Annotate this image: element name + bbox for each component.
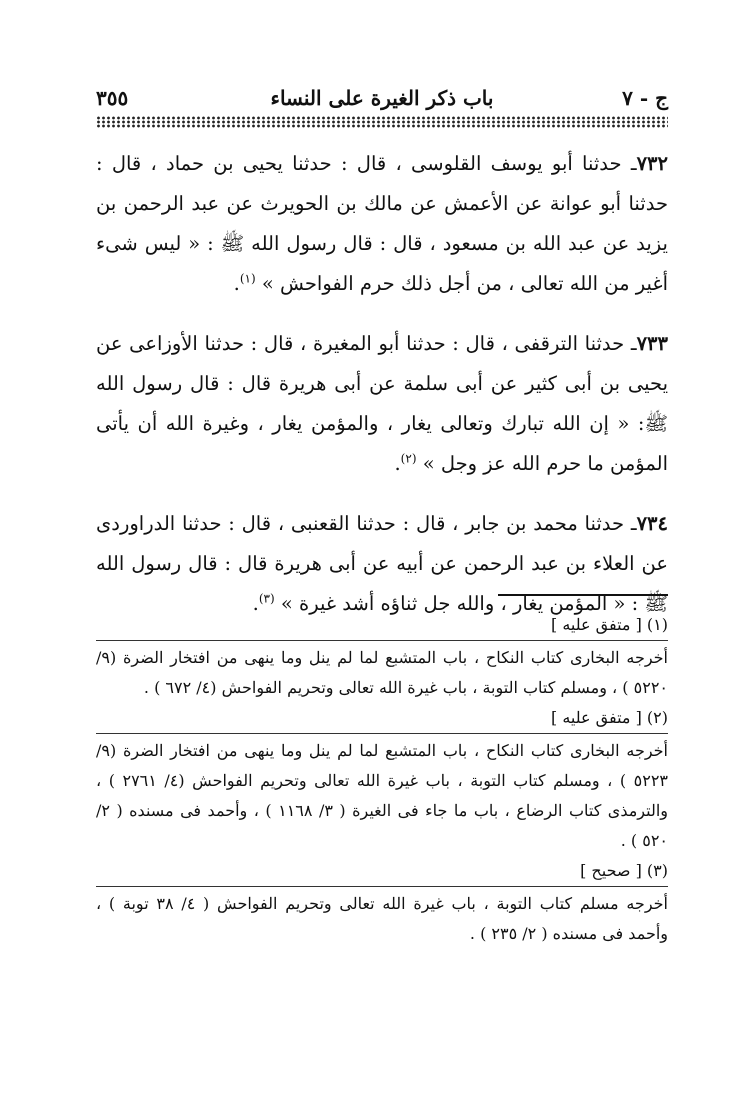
running-header [96,86,668,112]
header-ornament-divider [96,116,668,128]
hadith-number: ٧٣٢ [636,152,668,175]
volume-label: ج - ٧ [622,86,668,110]
footnote-text: أخرجه مسلم كتاب التوبة ، باب غيرة الله تعالى وتحريم الفواحش ( ٤/ ٣٨ توبة ) ، وأحمد فى مسنده ( ٢/ ٢٣٥ ) . [96,886,668,949]
hadith-paragraph: ٧٣٤ـ حدثنا محمد بن جابر ، قال : حدثنا القعنبى ، قال : حدثنا الدراوردى عن العلاء بن عبد الرحمن عن أبيه عن أبى هريرة قال : قال رسول الله ﷺ : « المؤمن يغار ، والله جل ثناؤه أشد غيرة » $^{(٣)}$. [96,512,668,615]
footnote-text: أخرجه البخارى كتاب النكاح ، باب المتشبع لما لم ينل وما ينهى من افتخار الضرة (٩/ ٥٢٢٠ ) ، ومسلم كتاب التوبة ، باب غيرة الله تعالى وتحريم الفواحش (٤/ ٦٧٢ ) . [96,640,668,703]
footnote-ref: (١) [239,271,256,286]
footnote-ref: (٢) [400,451,417,466]
main-text [96,144,668,644]
page-number: ٣٥٥ [96,86,129,110]
hadith-text: ـ حدثنا أبو يوسف القلوسى ، قال : حدثنا يحيى بن حماد ، قال : حدثنا أبو عوانة عن الأعمش عن مالك بن الحويرث عن عبد الرحمن بن يزيد عن عبد الله بن مسعود ، قال : قال رسول الله ﷺ : « ليس شىء أغير من الله تعالى ، من أجل ذلك حرم الفواحش » [96,152,668,295]
footnote-label: (٢) [ متفق عليه ] [551,708,668,727]
footnote-separator [498,594,668,596]
hadith-text: ـ حدثنا الترقفى ، قال : حدثنا أبو المغيرة ، قال : حدثنا الأوزاعى عن يحيى بن أبى كثير عن أبى سلمة عن أبى هريرة قال : قال رسول الله ﷺ: « إن الله تبارك وتعالى يغار ، والمؤمن يغار ، وغيرة الله أن يأتى المؤمن ما حرم الله عز وجل » [96,332,668,475]
footnote-text: أخرجه البخارى كتاب النكاح ، باب المتشبع لما لم ينل وما ينهى من افتخار الضرة (٩/ ٥٢٢٣ ) ، ومسلم كتاب التوبة ، باب غيرة الله تعالى وتحريم الفواحش (٤/ ٢٧٦١ ) ، والترمذى كتاب الرضاع ، باب ما جاء فى الغيرة ( ٣/ ١١٦٨ ) ، وأحمد فى مسنده ( ٢/ ٥٢٠ ) . [96,733,668,856]
footnote-label: (٣) [ صحيح ] [580,861,668,880]
hadith-number: ٧٣٤ [636,512,668,535]
hadith-text: ـ حدثنا محمد بن جابر ، قال : حدثنا القعنبى ، قال : حدثنا الدراوردى عن العلاء بن عبد الرحمن عن أبيه عن أبى هريرة قال : قال رسول الله ﷺ : « المؤمن يغار ، والله جل ثناؤه أشد غيرة » [96,512,668,615]
footnotes [96,610,668,949]
hadith-paragraph: ٧٣٢ـ حدثنا أبو يوسف القلوسى ، قال : حدثنا يحيى بن حماد ، قال : حدثنا أبو عوانة عن الأعمش عن مالك بن الحويرث عن عبد الرحمن بن يزيد عن عبد الله بن مسعود ، قال : قال رسول الله ﷺ : « ليس شىء أغير من الله تعالى ، من أجل ذلك حرم الفواحش » $^{(١)}$. [96,152,668,295]
footnote-ref: (٣) [258,591,275,606]
hadith-paragraph: ٧٣٣ـ حدثنا الترقفى ، قال : حدثنا أبو المغيرة ، قال : حدثنا الأوزاعى عن يحيى بن أبى كثير عن أبى سلمة عن أبى هريرة قال : قال رسول الله ﷺ: « إن الله تبارك وتعالى يغار ، والمؤمن يغار ، وغيرة الله أن يأتى المؤمن ما حرم الله عز وجل » $^{(٢)}$. [96,332,668,475]
chapter-title: باب ذكر الغيرة على النساء [270,86,494,110]
footnote-label: (١) [ متفق عليه ] [551,615,668,634]
hadith-number: ٧٣٣ [636,332,668,355]
